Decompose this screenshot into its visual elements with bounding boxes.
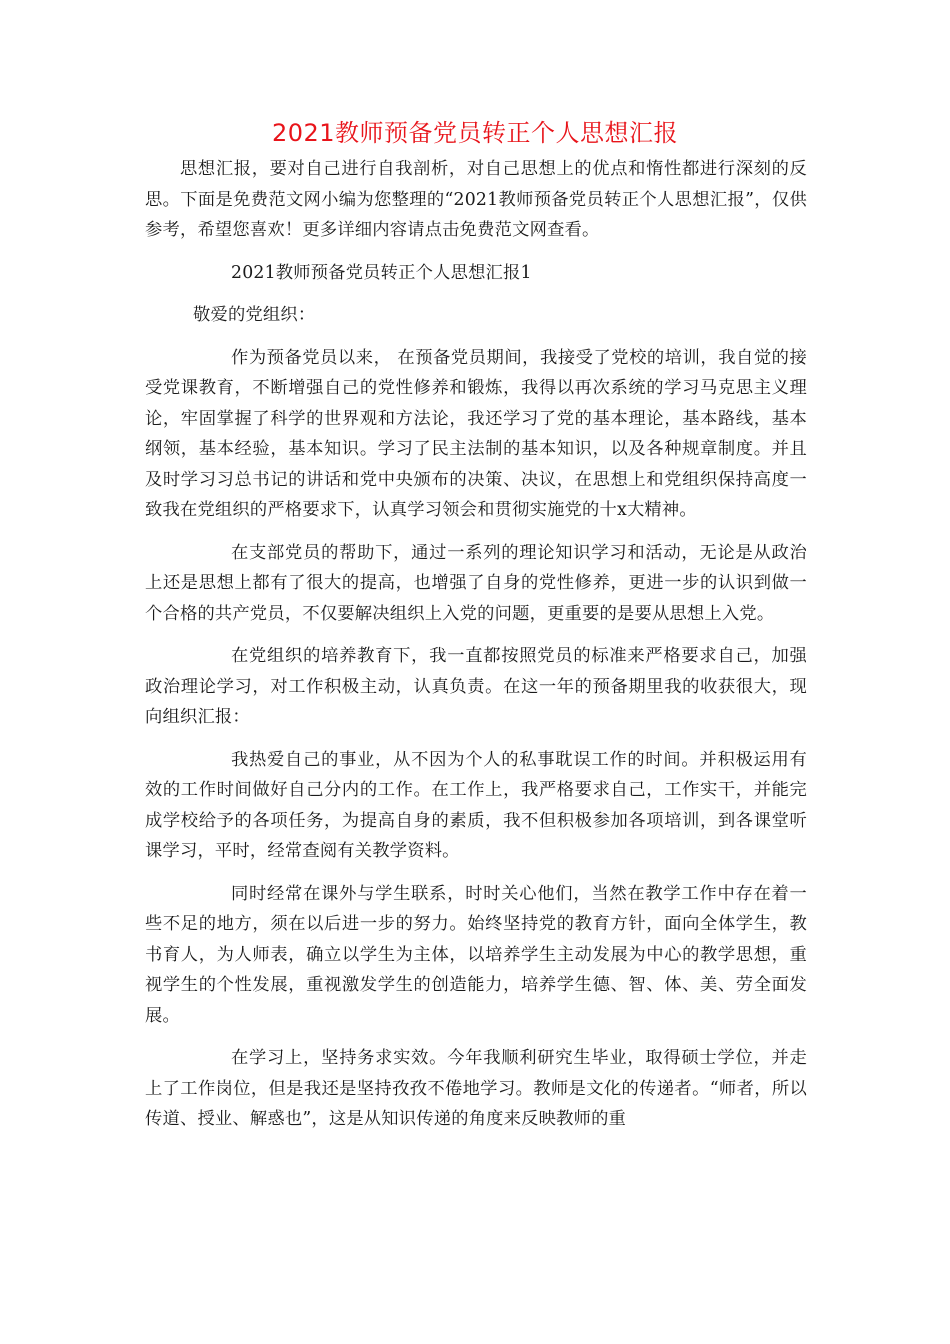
body-paragraph: 在党组织的培养教育下，我一直都按照党员的标准来严格要求自己，加强政治理论学习，对工作积极主动，认真负责。在这一年的预备期里我的收获很大，现向组织汇报： [145, 646, 807, 727]
intro-paragraph: 思想汇报，要对自己进行自我剖析，对自己思想上的优点和惰性都进行深刻的反思。下面是免费范文网小编为您整理的“2021教师预备党员转正个人思想汇报”，仅供参考，希望您喜欢！更多详细内容请点击免费范文网查看。 [145, 159, 807, 240]
body-paragraph: 同时经常在课外与学生联系，时时关心他们，当然在教学工作中存在着一些不足的地方，须在以后进一步的努力。始终坚持党的教育方针，面向全体学生，教书育人，为人师表，确立以学生为主体，以培养学生主动发展为中心的教学思想，重视学生的个性发展，重视激发学生的创造能力，培养学生德、智、体、美、劳全面发展。 [145, 883, 807, 1026]
body-paragraph: 在支部党员的帮助下，通过一系列的理论知识学习和活动，无论是从政治上还是思想上都有了很大的提高，也增强了自身的党性修养，更进一步的认识到做一个合格的共产党员，不仅要解决组织上入党的问题，更重要的是要从思想上入党。 [145, 542, 807, 624]
body-paragraph: 在学习上，坚持务求实效。今年我顺利研究生毕业，取得硕士学位，并走上了工作岗位，但是我还是坚持孜孜不倦地学习。教师是文化的传递者。“师者，所以传道、授业、解惑也”，这是从知识传递的角度来反映教师的重 [145, 1048, 807, 1129]
body-paragraph: 我热爱自己的事业，从不因为个人的私事耽误工作的时间。并积极运用有效的工作时间做好自己分内的工作。在工作上，我严格要求自己，工作实干，并能完成学校给予的各项任务，为提高自身的素质，我不但积极参加各项培训，到各课堂听课学习，平时，经常查阅有关教学资料。 [145, 749, 807, 861]
salutation: 敬爱的党组织： [193, 305, 316, 325]
section-subheading: 2021教师预备党员转正个人思想汇报1 [231, 262, 532, 283]
document-title: 2021教师预备党员转正个人思想汇报 [271, 119, 679, 147]
body-paragraph: 作为预备党员以来， 在预备党员期间，我接受了党校的培训，我自觉的接受党课教育，不断增强自己的党性修养和锻炼，我得以再次系统的学习马克思主义理论，牢固掌握了科学的世界观和方法论，我还学习了党的基本理论，基本路线，基本纲领，基本经验，基本知识。学习了民主法制的基本知识，以及各种规章制度。并且及时学习习总书记的讲话和党中央颁布的决策、决议，在思想上和党组织保持高度一致我在党组织的严格要求下，认真学习领会和贯彻实施党的十x大精神。 [145, 347, 807, 520]
document-body [145, 154, 807, 1147]
